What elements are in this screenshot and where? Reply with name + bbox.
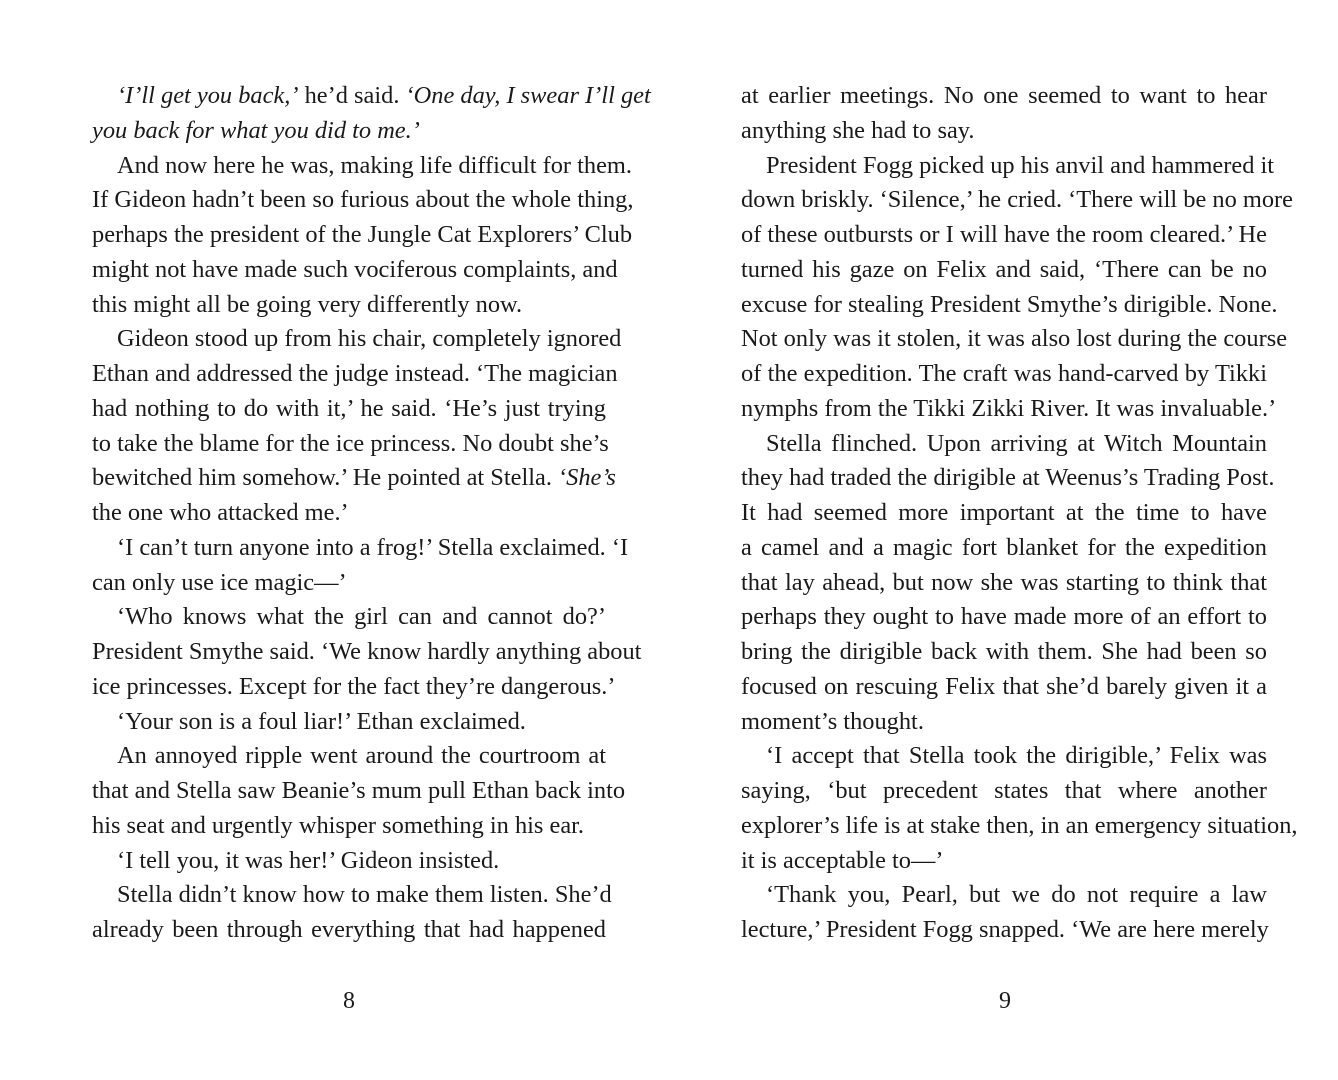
text-run: ‘I accept that Stella took the dirigible,’ Felix was: [766, 742, 1267, 770]
text-line: [92, 496, 606, 531]
text-line: [92, 809, 606, 844]
text-line: [92, 114, 606, 149]
text-line: [741, 635, 1267, 670]
text-run: An annoyed ripple went around the courtroom at: [117, 742, 606, 770]
text-run: they had traded the dirigible at Weenus’s Trading Post.: [741, 464, 1275, 492]
text-line: [741, 600, 1267, 635]
text-run: Not only was it stolen, it was also lost during the course: [741, 325, 1288, 353]
text-run: President Smythe said. ‘We know hardly anything about: [92, 638, 642, 665]
text-line: [92, 670, 616, 705]
text-run: at earlier meetings. No one seemed to want to hear: [741, 82, 1267, 109]
text-run: ice princesses. Except for the fact they’re dangerous.’: [92, 672, 616, 700]
text-line: [741, 183, 1293, 218]
text-line: [92, 705, 606, 740]
text-line: [92, 635, 642, 670]
text-run: to take the blame for the ice princess. No doubt she’s: [92, 429, 609, 457]
text-line: [741, 670, 1267, 705]
text-run: ‘I tell you, it was her!’ Gideon insisted.: [117, 846, 500, 874]
text-line: [92, 878, 612, 913]
text-line: [741, 878, 1267, 913]
text-line: [741, 427, 1267, 462]
text-line: [741, 461, 1275, 496]
text-line: [92, 600, 606, 635]
text-line: [741, 774, 1267, 809]
text-run: it is acceptable to—’: [741, 846, 944, 874]
text-line: [92, 218, 633, 253]
text-line: [741, 357, 1267, 392]
text-run: down briskly. ‘Silence,’ he cried. ‘There will be no more: [741, 186, 1293, 214]
text-line: [92, 183, 634, 218]
text-line: [741, 288, 1278, 323]
text-line: [92, 79, 651, 114]
text-line: [92, 253, 618, 288]
text-line: [741, 392, 1277, 427]
italic-text-run: you back for what you did to me.’: [92, 116, 420, 144]
italic-text-run: ‘I’ll get you back,’: [117, 82, 299, 109]
italic-text-run: ‘One day, I swear I’ll get: [405, 82, 651, 109]
text-run: had nothing to do with it,’ he said. ‘He’s just trying: [92, 394, 606, 422]
text-line: [92, 357, 618, 392]
text-run: nymphs from the Tikki Zikki River. It was invaluable.’: [741, 394, 1277, 422]
text-line: [92, 427, 609, 462]
text-run: his seat and urgently whisper something in his ear.: [92, 811, 585, 839]
text-run: of these outbursts or I will have the room cleared.’ He: [741, 221, 1267, 248]
text-run: perhaps the president of the Jungle Cat Explorers’ Club: [92, 221, 633, 248]
text-run: ‘Thank you, Pearl, but we do not require a law: [766, 881, 1267, 909]
text-run: a camel and a magic fort blanket for the expedition: [741, 533, 1267, 561]
text-run: Stella didn’t know how to make them listen. She’d: [117, 881, 612, 909]
text-line: [92, 566, 606, 601]
text-run: that and Stella saw Beanie’s mum pull Ethan back into: [92, 777, 626, 804]
text-run: lecture,’ President Fogg snapped. ‘We are here merely: [741, 916, 1269, 943]
text-run: explorer’s life is at stake then, in an emergency situation,: [741, 811, 1298, 839]
right-page-text: [741, 79, 1298, 948]
text-run: moment’s thought.: [741, 707, 924, 735]
text-run: already been through everything that had happened: [92, 916, 606, 943]
text-line: [741, 844, 1267, 879]
text-line: [741, 739, 1267, 774]
text-line: [741, 253, 1267, 288]
text-run: ‘Your son is a foul liar!’ Ethan exclaimed.: [117, 707, 526, 735]
text-run: the one who attacked me.’: [92, 499, 349, 526]
text-run: can only use ice magic—’: [92, 568, 347, 596]
text-line: [92, 844, 606, 879]
text-line: [741, 496, 1267, 531]
text-run: ‘I can’t turn anyone into a frog!’ Stella exclaimed. ‘I: [117, 533, 629, 561]
text-line: [92, 392, 606, 427]
text-line: [92, 531, 629, 566]
text-line: [92, 774, 626, 809]
text-run: perhaps they ought to have made more of an effort to: [741, 603, 1267, 631]
left-page-text: [92, 79, 651, 948]
text-line: [741, 566, 1267, 601]
text-line: [741, 218, 1267, 253]
text-run: might not have made such vociferous complaints, and: [92, 255, 618, 283]
text-line: [92, 913, 606, 948]
italic-text-run: ‘She’s: [558, 464, 616, 492]
text-run: saying, ‘but precedent states that where another: [741, 777, 1267, 804]
text-run: And now here he was, making life difficult for them.: [117, 151, 633, 179]
text-line: [741, 79, 1267, 114]
text-run: that lay ahead, but now she was starting to think that: [741, 568, 1267, 596]
text-line: [92, 739, 606, 774]
text-line: [92, 322, 622, 357]
text-run: Stella flinched. Upon arriving at Witch Mountain: [766, 429, 1267, 457]
text-line: [741, 809, 1298, 844]
page-number-left: 8: [343, 988, 355, 1014]
text-run: this might all be going very differently now.: [92, 290, 523, 318]
text-run: President Fogg picked up his anvil and hammered it: [766, 151, 1275, 179]
text-run: It had seemed more important at the time to have: [741, 499, 1267, 526]
text-run: If Gideon hadn’t been so furious about the whole thing,: [92, 186, 634, 214]
text-run: focused on rescuing Felix that she’d barely given it a: [741, 672, 1267, 700]
text-line: [741, 913, 1267, 948]
page-number-right: 9: [999, 988, 1011, 1014]
text-run: Ethan and addressed the judge instead. ‘The magician: [92, 360, 618, 387]
text-line: [741, 322, 1288, 357]
text-line: [741, 705, 1267, 740]
text-run: ‘Who knows what the girl can and cannot do?’: [117, 603, 606, 631]
text-run: bring the dirigible back with them. She had been so: [741, 638, 1267, 665]
text-line: [741, 114, 1267, 149]
text-run: of the expedition. The craft was hand-carved by Tikki: [741, 360, 1267, 387]
text-run: Gideon stood up from his chair, completely ignored: [117, 325, 622, 353]
text-line: [741, 531, 1267, 566]
text-run: turned his gaze on Felix and said, ‘There can be no: [741, 255, 1267, 283]
text-run: bewitched him somehow.’ He pointed at Stella.: [92, 464, 559, 492]
text-line: [741, 149, 1275, 184]
text-run: anything she had to say.: [741, 116, 975, 144]
text-line: [92, 288, 606, 323]
text-line: [92, 149, 633, 184]
text-run: he’d said.: [298, 82, 406, 109]
text-line: [92, 461, 616, 496]
text-run: excuse for stealing President Smythe’s dirigible. None.: [741, 290, 1278, 318]
